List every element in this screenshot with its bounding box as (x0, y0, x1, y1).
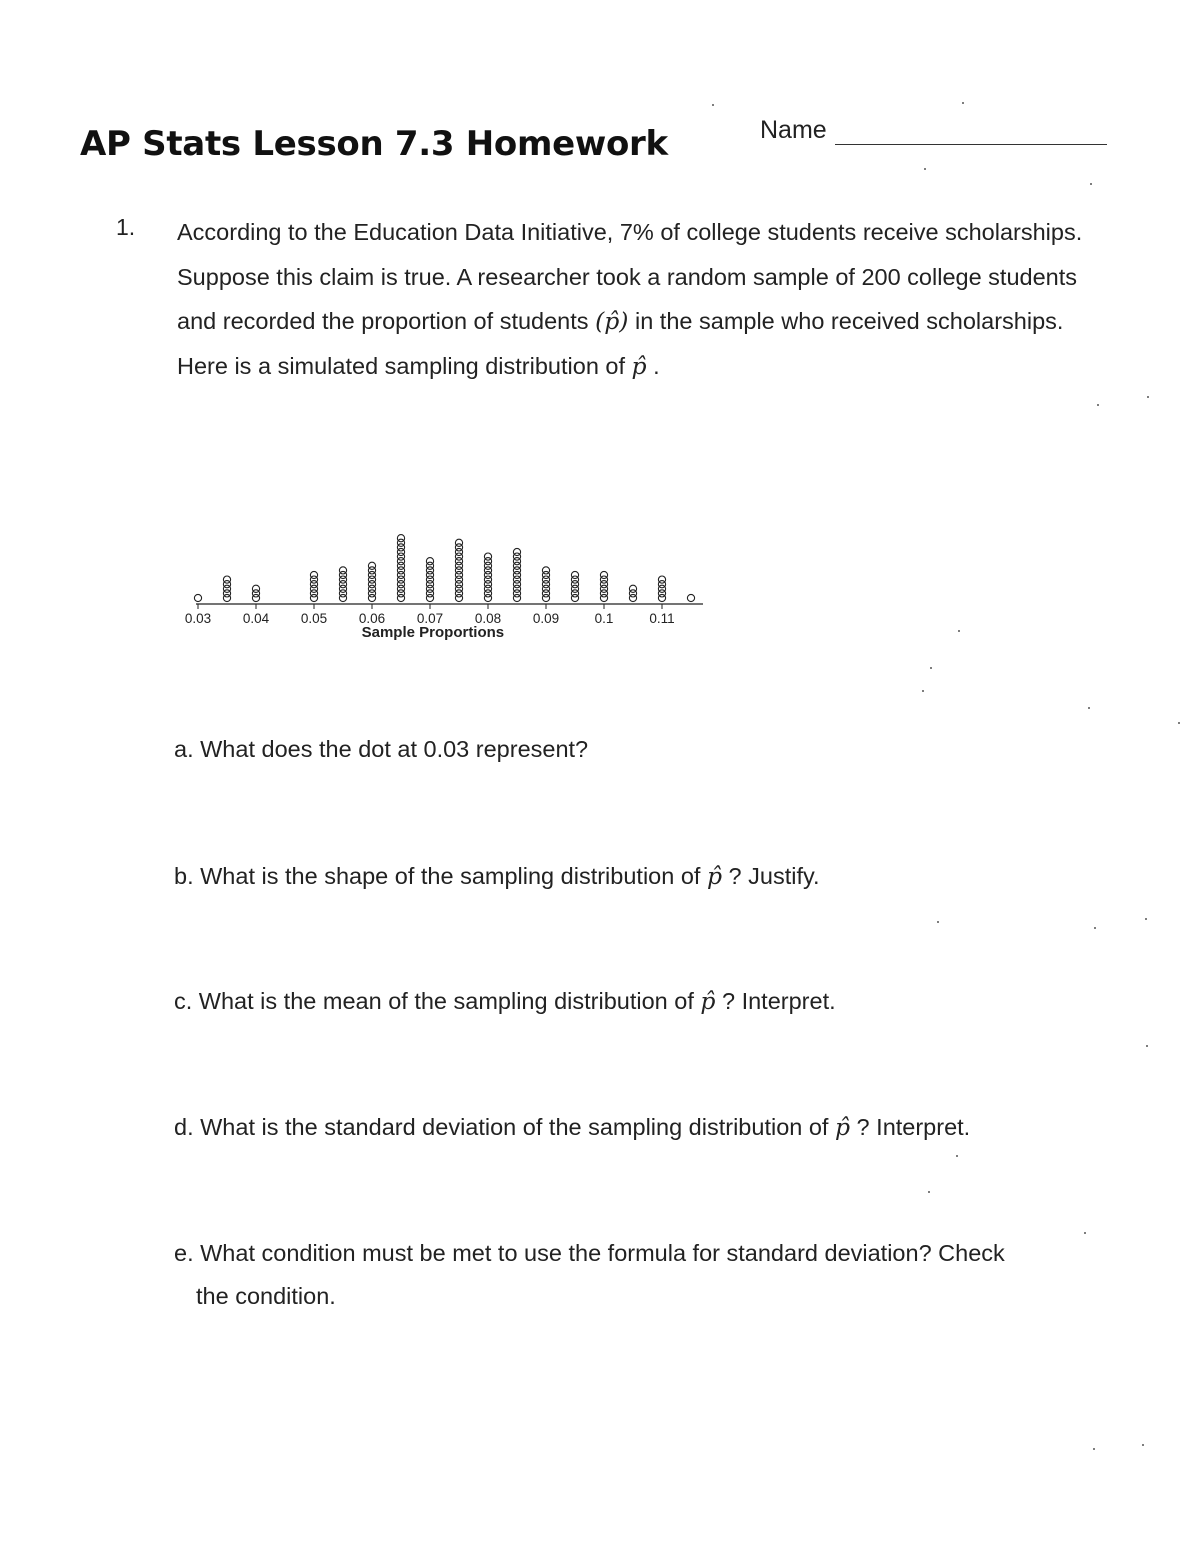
subquestion-e-line1: e. What condition must be met to use the formula for standard deviation? Check (174, 1240, 1005, 1266)
subquestion-d-tail: ? Interpret. (850, 1114, 971, 1140)
scan-speck (958, 630, 960, 632)
dotplot-dot (571, 571, 578, 578)
x-tick-label: 0.07 (416, 611, 444, 626)
subquestion-e-line2: the condition. (196, 1283, 336, 1309)
scan-speck (1142, 1444, 1144, 1446)
scan-speck (962, 102, 964, 104)
phat-symbol: (p̂) (595, 307, 629, 335)
x-tick-label: 0.03 (184, 611, 212, 626)
name-blank-line[interactable] (835, 124, 1107, 145)
phat-symbol: p̂ (706, 862, 723, 890)
dotplot-dot (194, 594, 201, 601)
x-tick-label: 0.11 (649, 611, 675, 626)
subquestion-c-text: c. What is the mean of the sampling distribution of (174, 988, 701, 1014)
x-tick-label: 0.09 (532, 611, 560, 626)
x-tick-label: 0.05 (300, 611, 328, 626)
page-title: AP Stats Lesson 7.3 Homework (80, 124, 668, 164)
dotplot-dot (484, 553, 491, 560)
phat-symbol: p̂ (834, 1113, 851, 1141)
x-tick-label: 0.04 (242, 611, 270, 626)
subquestion-d-text: d. What is the standard deviation of the sampling distribution of (174, 1114, 835, 1140)
dotplot-dot (339, 567, 346, 574)
dotplot-dot (252, 585, 259, 592)
scan-speck (956, 1155, 958, 1157)
dotplot-dot (310, 571, 317, 578)
dotplot-dot (542, 567, 549, 574)
scan-speck (1084, 1232, 1086, 1234)
question-text-end: . (646, 352, 660, 379)
subquestion-c (174, 979, 836, 1023)
question-number: 1. (116, 214, 136, 240)
subquestion-b (174, 854, 820, 898)
scan-speck (924, 168, 926, 170)
dotplot-dot (658, 576, 665, 583)
dotplot-dot (223, 576, 230, 583)
phat-symbol: p̂ (700, 987, 716, 1015)
dotplot-dot (513, 548, 520, 555)
question-text-part2: in the sample who received scholarships. Here is a simulated sampling distribution of (177, 308, 1064, 379)
scan-speck (1090, 183, 1092, 185)
subquestion-c-tail: ? Interpret. (715, 988, 836, 1014)
x-tick-label: 0.08 (474, 611, 502, 626)
name-field (760, 116, 1107, 145)
x-axis-title: Sample Proportions (361, 624, 505, 641)
scan-speck (1145, 918, 1147, 920)
name-label: Name (760, 116, 827, 144)
scan-speck (928, 1191, 930, 1193)
scan-speck (930, 667, 932, 669)
scan-speck (1093, 1448, 1095, 1450)
question-1-text (177, 210, 1087, 388)
scan-speck (1094, 927, 1096, 929)
dotplot-dot (368, 562, 375, 569)
scan-speck (1146, 1045, 1148, 1047)
dotplot-dot (455, 539, 462, 546)
subquestion-a: a. What does the dot at 0.03 represent? (174, 736, 589, 762)
subquestion-b-text: b. What is the shape of the sampling distribution of (174, 863, 707, 889)
dotplot-dot (687, 594, 694, 601)
scan-speck (1147, 396, 1149, 398)
dotplot-chart (170, 480, 710, 650)
dotplot-dot (397, 535, 404, 542)
subquestion-b-tail: ? Justify. (722, 863, 820, 889)
x-tick-label: 0.1 (594, 611, 614, 626)
scan-speck (1178, 722, 1180, 724)
scan-speck (937, 921, 939, 923)
dotplot-svg (170, 480, 710, 650)
question-text-part1: According to the Education Data Initiative, 7% of college students receive scholarships. Suppose this claim is true. A researcher took a random sample of 200 college students and recorded the proportion of students (177, 219, 1083, 334)
scan-speck (712, 104, 714, 106)
scan-speck (922, 690, 924, 692)
dotplot-dot (600, 571, 607, 578)
dotplot-dot (426, 558, 433, 565)
dotplot-dot (629, 585, 636, 592)
subquestion-d (174, 1105, 970, 1149)
scan-speck (1088, 707, 1090, 709)
scan-speck (1097, 404, 1099, 406)
phat-symbol: p̂ (631, 351, 647, 380)
x-tick-label: 0.06 (358, 611, 386, 626)
